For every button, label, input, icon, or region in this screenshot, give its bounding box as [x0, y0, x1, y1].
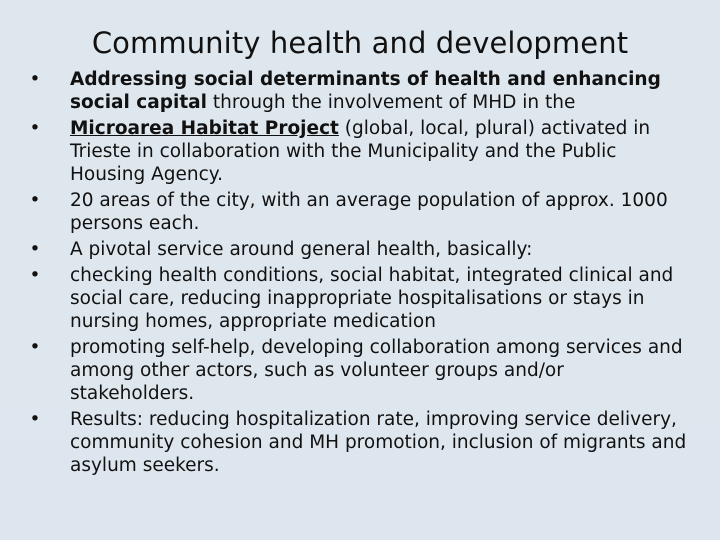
bullet-icon: • [29, 190, 41, 211]
bullet-item [28, 189, 688, 235]
bullet-item [28, 117, 688, 186]
bullet-bold-text: Addressing social determinants of health and enhancing social capital [70, 69, 661, 113]
bullet-text: promoting self-help, developing collaboration among services and among other actors, such as volunteer groups and/or stakeholders. [70, 337, 683, 404]
bullet-text: through the involvement of MHD in the [207, 92, 576, 113]
bullet-icon: • [29, 239, 41, 260]
bullet-bold-underlined-text: Microarea Habitat Project [70, 118, 339, 139]
bullet-icon: • [29, 118, 41, 139]
bullet-item [28, 68, 688, 114]
slide-title: Community health and development [91, 26, 629, 60]
bullet-text: A pivotal service around general health, basically: [70, 239, 533, 260]
bullet-text: (global, local, plural) activated in Trieste in collaboration with the Municipality and the Public Housing Agency. [70, 118, 651, 185]
bullet-icon: • [29, 409, 41, 430]
bullet-icon: • [29, 69, 41, 90]
bullet-item [28, 264, 688, 333]
bullet-text: checking health conditions, social habitat, integrated clinical and social care, reducing inappropriate hospitalisations or stays in nursing homes, appropriate medication [70, 265, 674, 332]
bullet-icon: • [29, 265, 41, 286]
bullet-icon: • [29, 337, 41, 358]
bullet-item [28, 408, 688, 477]
bullet-text: Results: reducing hospitalization rate, improving service delivery, community cohesion and MH promotion, inclusion of migrants and asylum seekers. [70, 409, 687, 476]
bullet-list [28, 68, 688, 480]
bullet-text: 20 areas of the city, with an average population of approx. 1000 persons each. [70, 190, 668, 234]
bullet-item [28, 238, 688, 261]
bullet-item [28, 336, 688, 405]
